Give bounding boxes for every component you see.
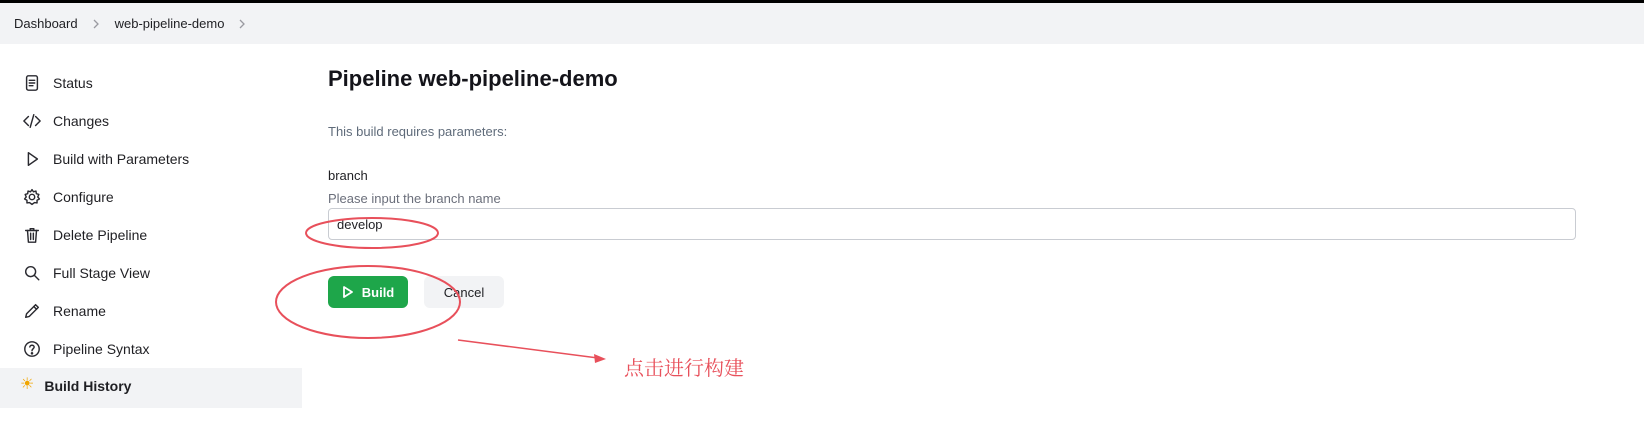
document-icon (22, 73, 42, 93)
sidebar-item-rename[interactable] (0, 291, 302, 331)
chevron-right-icon (91, 19, 101, 29)
trash-icon (22, 225, 42, 245)
help-icon (22, 339, 42, 359)
pencil-icon (22, 301, 42, 321)
requires-parameters-text: This build requires parameters: (328, 124, 508, 139)
main-content (328, 44, 1628, 426)
search-icon (22, 263, 42, 283)
build-button[interactable] (328, 276, 408, 308)
annotation-text: 点击进行构建 (624, 356, 744, 380)
gear-icon (22, 187, 42, 207)
sidebar-item-label: Changes (53, 113, 110, 129)
breadcrumb-pipeline[interactable]: web-pipeline-demo (114, 16, 225, 31)
sidebar-item-build-with-parameters[interactable] (0, 139, 302, 179)
sidebar-item-label: Status (53, 75, 93, 91)
build-history-label: Build History (44, 378, 132, 394)
sidebar-item-label: Full Stage View (53, 265, 151, 281)
play-icon (342, 286, 354, 298)
sidebar-item-full-stage-view[interactable] (0, 253, 302, 293)
sidebar-item-changes[interactable] (0, 101, 302, 141)
chevron-right-icon[interactable] (237, 19, 247, 29)
branch-input[interactable] (328, 208, 1576, 240)
sidebar-item-delete-pipeline[interactable] (0, 215, 302, 255)
sidebar-item-configure[interactable] (0, 177, 302, 217)
breadcrumb-dashboard[interactable]: Dashboard (14, 16, 78, 31)
parameter-name: branch (328, 168, 368, 183)
sidebar-item-label: Delete Pipeline (53, 227, 148, 243)
build-history-header[interactable] (0, 368, 302, 408)
cancel-button[interactable]: Cancel (424, 276, 504, 308)
build-button-label: Build (361, 284, 395, 300)
sun-icon: ☀ (20, 376, 35, 393)
sidebar-item-label: Pipeline Syntax (53, 341, 150, 357)
sidebar-item-label: Rename (53, 303, 106, 319)
page-title: Pipeline web-pipeline-demo (328, 66, 618, 91)
sidebar-item-label: Configure (53, 189, 114, 205)
breadcrumb (0, 3, 1644, 44)
sidebar-item-pipeline-syntax[interactable] (0, 329, 302, 369)
play-icon (22, 149, 42, 169)
parameter-description: Please input the branch name (328, 191, 501, 206)
sidebar-item-status[interactable] (0, 63, 302, 103)
code-icon (22, 111, 42, 131)
sidebar-item-label: Build with Parameters (53, 151, 190, 167)
